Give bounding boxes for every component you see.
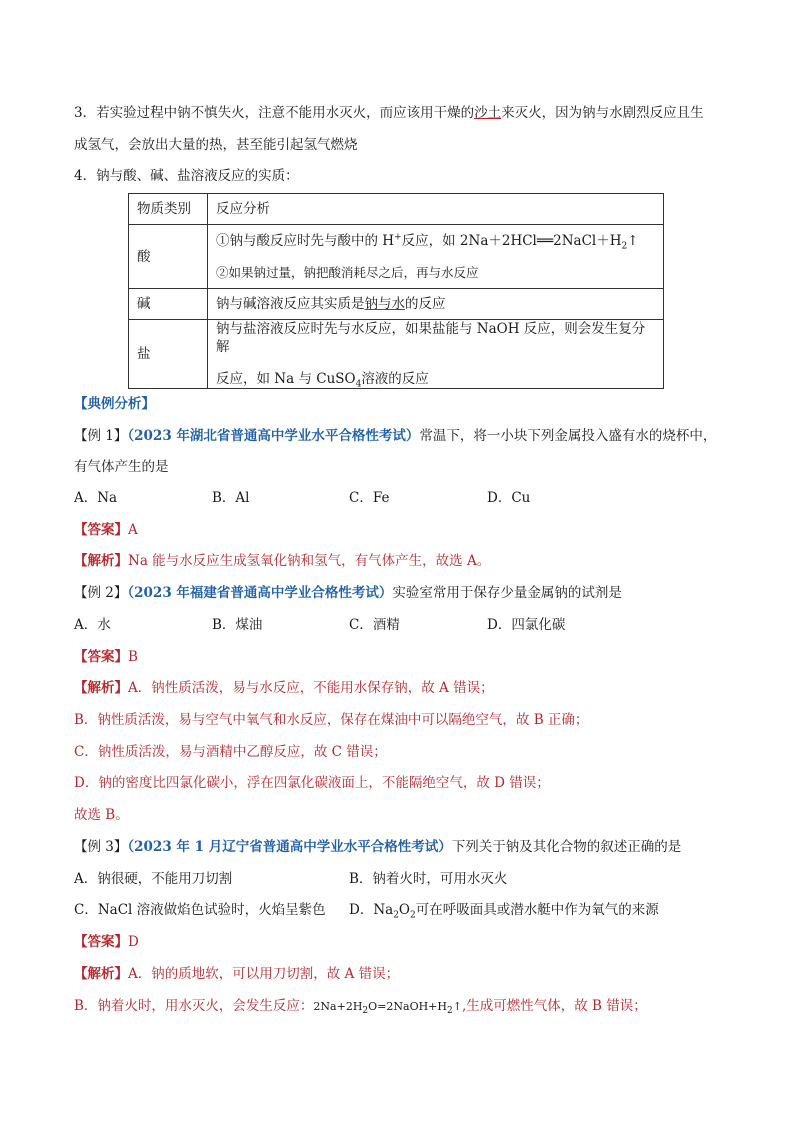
example-1-question-cont: 有气体产生的是: [74, 459, 169, 475]
example-1-option-d: D．Cu: [487, 490, 531, 506]
example-3-option-d: D．$Na_2O_2$可在呼吸面具或潜水艇中作为氧气的来源: [349, 902, 659, 921]
row-analysis-base: 钠与碱溶液反应其实质是钠与水的反应: [208, 289, 664, 320]
example-2-conclusion: 故选 B。: [74, 807, 129, 823]
reaction-table: [128, 193, 664, 389]
example-2-option-a: A．水: [74, 617, 111, 633]
example-2-option-c: C．酒精: [349, 617, 400, 633]
row-label-acid: 酸: [129, 225, 208, 289]
table-row-salt: [129, 320, 664, 389]
example-1-option-a: A．Na: [74, 490, 118, 506]
example-1-analysis: 【解析】Na 能与水反应生成氢氧化钠和氢气，有气体产生，故选 A。: [74, 553, 491, 569]
underlined-term: 沙土: [474, 105, 502, 121]
example-1-question: 【例 1】（2023 年湖北省普通高中学业水平合格性考试）常温下，将一小块下列金属投入盛有水的烧杯中，: [74, 428, 717, 444]
table-header-row: [129, 194, 664, 225]
section-heading: 【典例分析】: [74, 396, 155, 412]
example-3-option-b: B．钠着火时，可用水灭火: [349, 871, 508, 887]
table-row-base: [129, 289, 664, 320]
text: 3．若实验过程中钠不慎失火，注意不能用水灭火，而应该用干燥的: [74, 105, 475, 121]
example-2-option-d: D．四氯化碳: [487, 617, 566, 633]
example-2-analysis-d: D．钠的密度比四氯化碳小，浮在四氯化碳液面上，不能隔绝空气，故 D 错误；: [74, 775, 550, 791]
text: 来灭火，因为钠与水剧烈反应且生: [501, 105, 704, 121]
example-1-option-c: C．Fe: [349, 490, 390, 506]
row-analysis-acid: ①钠与酸反应时先与酸中的 H+反应，如 $2Na+2HCl══2NaCl+H_2↑$ ②如果钠过量，钠把酸消耗尽之后，再与水反应: [208, 225, 664, 289]
example-2-analysis-c: C．钠性质活泼，易与酒精中乙醇反应，故 C 错误；: [74, 744, 387, 760]
example-3-option-a: A．钠很硬，不能用刀切割: [74, 871, 233, 887]
row-analysis-salt: 钠与盐溶液反应时先与水反应，如果盐能与 NaOH 反应，则会发生复分解 反应，如 Na 与 CuSO$_4$溶液的反应: [208, 320, 664, 389]
paragraph-3-line-1: [74, 104, 704, 122]
example-3-question: 【例 3】（2023 年 1 月辽宁省普通高中学业水平合格性考试）下列关于钠及其化合物的叙述正确的是: [74, 839, 682, 855]
example-2-option-b: B．煤油: [212, 617, 263, 633]
example-1-option-b: B．Al: [212, 490, 250, 506]
row-label-salt: 盐: [129, 320, 208, 389]
row-label-base: 碱: [129, 289, 208, 320]
example-3-answer: 【答案】D: [74, 934, 139, 950]
example-2-analysis-a: 【解析】A．钠性质活泼，易与水反应，不能用水保存钠，故 A 错误；: [74, 680, 494, 696]
chemical-equation: $2Na+2H_2O=2NaOH+H_2↑$: [313, 1000, 462, 1017]
header-category: 物质类别: [129, 194, 208, 225]
example-2-answer: 【答案】B: [74, 649, 138, 665]
example-3-analysis-a: 【解析】A．钠的质地软，可以用刀切割，故 A 错误；: [74, 966, 400, 982]
paragraph-3-line-2: 成氢气，会放出大量的热，甚至能引起氢气燃烧: [74, 137, 358, 153]
paragraph-4-title: 4．钠与酸、碱、盐溶液反应的实质：: [74, 168, 299, 184]
example-2-question: 【例 2】（2023 年福建省普通高中学业合格性考试）实验室常用于保存少量金属钠的试剂是: [74, 585, 622, 601]
example-1-answer: 【答案】A: [74, 522, 138, 538]
example-3-analysis-b: B．钠着火时，用水灭火，会发生反应：$2Na+2H_2O=2NaOH+H_2↑$,生成可燃性气体，故 B 错误；: [74, 998, 647, 1017]
example-3-option-c: C．NaCl 溶液做焰色试验时，火焰呈紫色: [74, 902, 326, 918]
table-row-acid: [129, 225, 664, 289]
header-analysis: 反应分析: [208, 194, 664, 225]
example-2-analysis-b: B．钠性质活泼，易与空气中氧气和水反应，保存在煤油中可以隔绝空气，故 B 正确；: [74, 712, 589, 728]
